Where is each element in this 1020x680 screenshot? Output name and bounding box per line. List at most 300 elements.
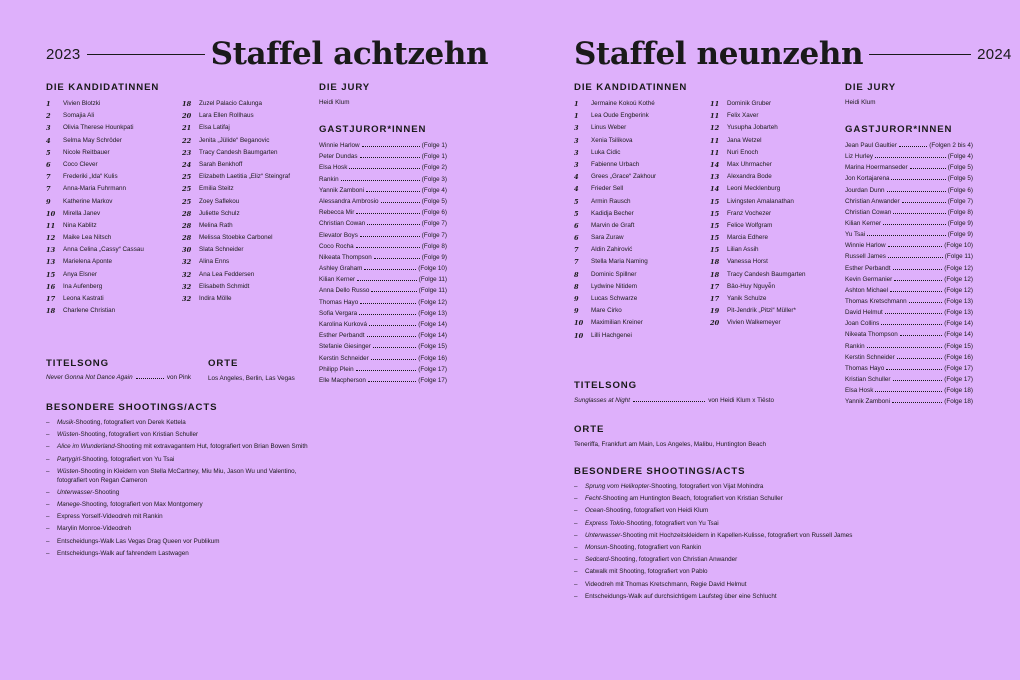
dash-bullet: – <box>46 488 50 496</box>
header-rule <box>87 54 205 55</box>
gastjuror-name: Esther Perbandt <box>319 332 365 340</box>
shooting-emphasis: Wüsten <box>57 467 79 475</box>
folge-label: (Folge 13) <box>418 309 447 317</box>
kandidatin-name: Luka Cidic <box>591 148 621 156</box>
dash-bullet: – <box>46 431 50 439</box>
leader-dots <box>910 167 946 169</box>
leader-dots <box>371 358 417 360</box>
shooting-text <box>585 593 777 602</box>
dash-bullet: – <box>46 455 50 463</box>
platzierung-number: 17 <box>710 295 720 303</box>
gastjuror-name: Elsa Hosk <box>319 164 348 172</box>
folge-label: (Folge 9) <box>947 231 973 239</box>
platzierung-number: 4 <box>574 173 579 182</box>
kandidatin-name: Jermaine Kokoú Kothé <box>591 100 655 107</box>
shooting-item <box>46 431 316 440</box>
gastjuror-item <box>845 341 973 352</box>
kandidatin-name: Vivien Blotzki <box>63 100 101 107</box>
shootings-heading: BESONDERE SHOOTINGS/ACTS <box>46 402 218 413</box>
kandidatin-item <box>710 317 845 329</box>
leader-dots <box>357 279 417 281</box>
shooting-item <box>46 501 316 510</box>
shooting-description: Videodreh mit Thomas Kretschmann, Regie David Helmut <box>585 580 747 588</box>
leader-dots <box>371 290 416 292</box>
titelsong-artist: von Heidi Klum x Tiësto <box>708 397 774 404</box>
leader-dots <box>883 223 946 225</box>
folge-label: (Folge 14) <box>944 331 973 339</box>
gastjuror-item <box>845 185 973 196</box>
platzierung-number: 13 <box>710 173 720 182</box>
titelsong-heading: TITELSONG <box>46 358 109 369</box>
gastjuror-name: Russell James <box>845 253 886 261</box>
kandidatin-item <box>710 147 845 159</box>
gastjuror-name: Kerstin Schneider <box>319 354 369 362</box>
kandidatin-name: Felix Xaver <box>727 112 759 120</box>
shooting-item <box>46 513 316 522</box>
platzierung-number: 6 <box>574 221 579 230</box>
titelsong-artist: von Pink <box>166 374 191 381</box>
platzierung-number: 15 <box>710 246 720 255</box>
kandidatin-name: Marielena Aponte <box>63 258 113 266</box>
leader-dots <box>867 346 943 348</box>
gast-list <box>845 140 973 407</box>
gastjuror-item <box>845 396 973 407</box>
dash-bullet: – <box>46 467 50 475</box>
kandidatin-item <box>182 269 317 281</box>
shooting-text <box>57 419 186 428</box>
right-page-season-19 <box>510 0 1020 680</box>
kandidatin-name: Lucas Schwarze <box>591 295 638 302</box>
platzierung-number: 17 <box>46 295 56 303</box>
platzierung-number: 24 <box>182 160 192 169</box>
leader-dots <box>890 290 942 292</box>
kandidatin-name: Lea Oude Engberink <box>591 112 649 120</box>
folge-label: (Folge 16) <box>418 354 447 362</box>
kandidatin-item <box>182 220 317 232</box>
folge-label: (Folge 15) <box>944 342 973 350</box>
kandidatin-name: Katherine Markov <box>63 197 113 205</box>
kandidatin-name: Zoey Saflekou <box>199 197 240 205</box>
folge-label: (Folgen 2 bis 4) <box>929 142 973 149</box>
platzierung-number: 25 <box>182 185 192 194</box>
platzierung-number: 11 <box>46 221 56 230</box>
folge-label: (Folge 10) <box>944 242 973 250</box>
gastjuror-name: Kevin Germanier <box>845 275 893 283</box>
kandidatin-name: Frieder Sell <box>591 185 624 193</box>
orte-heading: ORTE <box>574 424 605 435</box>
gastjuror-name: David Helmut <box>845 309 883 317</box>
shooting-text <box>585 532 852 541</box>
folge-label: (Folge 11) <box>944 253 973 261</box>
gastjuror-name: Karolina Kurková <box>319 321 367 328</box>
gastjuror-name: Jourdan Dunn <box>845 186 885 194</box>
shooting-text <box>57 538 220 547</box>
kandidatin-name: Tracy Candesh Baumgarten <box>199 148 278 156</box>
shooting-description: Catwalk mit Shooting, fotografiert von Pablo <box>585 568 708 576</box>
platzierung-number: 14 <box>710 160 720 169</box>
gastjuror-name: Yannik Zamboni <box>845 398 891 406</box>
kandidaten-heading: DIE KANDIDATINNEN <box>46 82 160 93</box>
kandidatin-item <box>574 122 709 134</box>
kandidatin-name: Selma May Schröder <box>63 136 122 144</box>
platzierung-number: 18 <box>46 307 56 316</box>
season-19-year: 2024 <box>977 45 1012 63</box>
dash-bullet: – <box>574 556 578 564</box>
kandidatin-item <box>182 244 317 256</box>
platzierung-number: 32 <box>182 270 192 279</box>
leader-dots <box>366 190 420 192</box>
titelsong-song: Never Gonna Not Dance Again <box>46 374 133 381</box>
platzierung-number: 10 <box>46 209 56 218</box>
kandidatin-item <box>46 171 181 183</box>
season-19-header <box>574 34 1012 74</box>
kandidatin-item <box>182 281 317 293</box>
platzierung-number: 3 <box>574 136 579 145</box>
jury-value: Heidi Klum <box>319 99 350 106</box>
shooting-description: -Shooting in Kleidern von Stella McCartney, Miu Miu, Jason Wu und Valentino, fotografiert von Regan Cameron <box>57 467 297 484</box>
shooting-emphasis: Musik <box>57 419 74 426</box>
kandidatin-name: Vivien Walkemeyer <box>727 319 781 327</box>
gastjuror-item <box>319 185 447 196</box>
header-rule <box>869 54 971 55</box>
shooting-description: -Shooting <box>92 488 120 496</box>
kandidatin-name: Jana Wetzel <box>727 136 762 144</box>
platzierung-number: 14 <box>710 185 720 194</box>
leader-dots <box>899 145 927 147</box>
kandidatin-item <box>46 122 181 134</box>
gastjuror-item <box>845 385 973 396</box>
gastjuror-item <box>319 285 447 296</box>
platzierung-number: 30 <box>182 246 192 255</box>
shooting-text <box>57 431 198 440</box>
gastjuror-item <box>845 207 973 218</box>
shooting-item <box>46 525 316 534</box>
gastjuror-name: Thomas Hayo <box>319 298 359 306</box>
gastjuror-item <box>319 341 447 352</box>
folge-label: (Folge 7) <box>421 220 447 228</box>
platzierung-number: 7 <box>574 258 579 267</box>
shooting-text <box>57 468 316 485</box>
platzierung-number: 11 <box>710 100 720 108</box>
gastjuror-item <box>319 319 447 330</box>
leader-dots <box>356 369 417 371</box>
kandidaten-list-col2 <box>182 98 317 305</box>
kandidatin-item <box>710 122 845 134</box>
gastjuror-name: Elsa Hosk <box>845 387 874 395</box>
gastjuror-name: Christian Anwander <box>845 197 900 205</box>
kandidatin-name: Linus Weber <box>591 124 627 132</box>
leader-dots <box>359 313 416 315</box>
gastjuror-name: Elevator Boys <box>319 231 358 239</box>
folge-label: (Folge 5) <box>947 164 973 172</box>
platzierung-number: 2 <box>46 112 51 121</box>
kandidatin-item <box>574 317 709 329</box>
shooting-text <box>585 568 708 577</box>
kandidatin-item <box>46 196 181 208</box>
platzierung-number: 3 <box>46 124 51 133</box>
kandidatin-name: Stella Maria Naming <box>591 258 648 266</box>
kandidatin-name: Olivia Therese Hounkpati <box>63 124 134 132</box>
platzierung-number: 7 <box>574 246 579 255</box>
folge-label: (Folge 9) <box>947 219 973 227</box>
dash-bullet: – <box>46 443 50 451</box>
kandidatin-name: Max Uhrmacher <box>727 160 772 168</box>
gastjuror-name: Rebecca Mir <box>319 209 355 217</box>
gast-list <box>319 140 447 386</box>
dash-bullet: – <box>46 419 50 426</box>
shooting-item <box>574 544 974 553</box>
kandidatin-item <box>574 196 709 208</box>
folge-label: (Folge 17) <box>944 375 973 383</box>
kandidatin-item <box>710 244 845 256</box>
shooting-description: Express Yorself-Videodreh mit Rankin <box>57 513 163 521</box>
kandidatin-name: Elsa Latifaj <box>199 124 230 132</box>
dash-bullet: – <box>574 483 578 490</box>
leader-dots <box>885 312 943 314</box>
kandidatin-name: Sara Zuraw <box>591 234 624 242</box>
orte-heading: ORTE <box>208 358 239 369</box>
shooting-text <box>57 489 119 498</box>
leader-dots <box>886 368 942 370</box>
gastjuror-name: Thomas Hayo <box>845 364 885 372</box>
kandidatin-name: Elisabeth Schmidt <box>199 282 250 290</box>
kandidatin-name: Dominic Spillner <box>591 270 637 278</box>
platzierung-number: 16 <box>46 282 56 291</box>
folge-label: (Folge 1) <box>421 153 447 161</box>
gastjuror-name: Yu Tsai <box>845 231 866 239</box>
jury-heading: DIE JURY <box>319 82 371 93</box>
leader-dots <box>875 156 946 158</box>
shooting-emphasis: Ocean <box>585 507 604 515</box>
folge-label: (Folge 14) <box>418 321 447 328</box>
leader-dots <box>360 235 420 237</box>
gastjuror-name: Thomas Kretschmann <box>845 297 907 305</box>
gastjuror-item <box>319 207 447 218</box>
leader-dots <box>633 401 705 402</box>
shooting-emphasis: Unterwasser <box>57 488 93 496</box>
platzierung-number: 9 <box>46 197 51 206</box>
shooting-description: -Shooting, fotografiert von Vijat Mohindra <box>649 483 764 490</box>
folge-label: (Folge 12) <box>944 286 973 294</box>
kandidatin-item <box>182 135 317 147</box>
leader-dots <box>897 357 943 359</box>
kandidatin-name: Lilli Hachgenei <box>591 331 632 339</box>
gastjuror-item <box>845 307 973 318</box>
shootings-list <box>574 483 974 605</box>
kandidatin-item <box>182 208 317 220</box>
kandidatin-item <box>182 159 317 171</box>
folge-label: (Folge 11) <box>418 276 447 284</box>
kandidatin-item <box>710 135 845 147</box>
kandidatin-item <box>46 281 181 293</box>
folge-label: (Folge 2) <box>421 164 447 172</box>
leader-dots <box>136 378 164 379</box>
kandidatin-item <box>710 232 845 244</box>
gastjuror-item <box>845 162 973 173</box>
dash-bullet: – <box>574 495 578 503</box>
kandidatin-item <box>710 159 845 171</box>
kandidatin-name: Anna-Maria Fuhrmann <box>63 185 126 193</box>
gastjuror-name: Alessandra Ambrosio <box>319 197 379 205</box>
kandidatin-item <box>710 269 845 281</box>
leader-dots <box>364 268 416 270</box>
gastjuror-item <box>845 318 973 329</box>
platzierung-number: 10 <box>574 331 584 340</box>
kandidatin-name: Tracy Candesh Baumgarten <box>727 270 806 278</box>
kandidatin-name: Anya Elsner <box>63 270 97 278</box>
platzierung-number: 3 <box>574 124 579 133</box>
kandidatin-item <box>46 147 181 159</box>
leader-dots <box>341 179 420 181</box>
titelsong-row <box>574 397 774 404</box>
platzierung-number: 15 <box>710 234 720 243</box>
shooting-text <box>57 443 308 452</box>
shooting-emphasis: Monsun <box>585 544 608 552</box>
kandidatin-item <box>46 159 181 171</box>
shooting-item <box>574 507 974 516</box>
platzierung-number: 11 <box>710 112 720 121</box>
gast-heading: GASTJUROR*INNEN <box>845 124 953 135</box>
leader-dots <box>892 401 942 403</box>
leader-dots <box>369 324 416 326</box>
folge-label: (Folge 1) <box>421 142 447 149</box>
dash-bullet: – <box>46 513 50 521</box>
kandidatin-name: Leona Kastrati <box>63 295 104 302</box>
folge-label: (Folge 5) <box>421 197 447 205</box>
kandidatin-item <box>710 171 845 183</box>
kandidatin-item <box>46 244 181 256</box>
platzierung-number: 7 <box>46 173 51 182</box>
kandidatin-name: Ina Aufenberg <box>63 282 103 290</box>
kandidatin-item <box>46 98 181 110</box>
kandidatin-item <box>574 244 709 256</box>
folge-label: (Folge 18) <box>944 398 973 406</box>
shooting-description: Marylin Monroe-Videodreh <box>57 525 132 533</box>
platzierung-number: 32 <box>182 295 192 303</box>
gastjuror-item <box>319 140 447 151</box>
gastjuror-name: Jon Kortajarena <box>845 175 890 183</box>
kandidatin-item <box>182 183 317 195</box>
folge-label: (Folge 6) <box>421 209 447 217</box>
kandidatin-item <box>710 281 845 293</box>
shooting-description: Entscheidungs-Walk auf durchsichtigem Laufsteg über eine Schlucht <box>585 592 777 600</box>
gastjuror-name: Rankin <box>319 175 339 183</box>
kandidatin-item <box>182 256 317 268</box>
kandidatin-item <box>574 110 709 122</box>
gastjuror-item <box>845 363 973 374</box>
kandidatin-name: Alexandra Bode <box>727 173 772 181</box>
kandidatin-item <box>182 98 317 110</box>
kandidatin-name: Aldin Zahirović <box>591 246 633 254</box>
dash-bullet: – <box>46 500 50 508</box>
gastjuror-item <box>319 297 447 308</box>
platzierung-number: 32 <box>182 282 192 291</box>
kandidatin-item <box>574 135 709 147</box>
dash-bullet: – <box>574 507 578 515</box>
platzierung-number: 28 <box>182 234 192 243</box>
kandidatin-name: Yanik Schulze <box>727 295 767 302</box>
folge-label: (Folge 8) <box>947 208 973 216</box>
dash-bullet: – <box>574 531 578 539</box>
kandidatin-name: Bảo-Huy Nguyễn <box>727 282 775 290</box>
folge-label: (Folge 17) <box>418 365 447 373</box>
gastjuror-item <box>845 329 973 340</box>
platzierung-number: 18 <box>710 258 720 267</box>
shooting-description: -Shooting, fotografiert von Yu Tsai <box>80 455 175 463</box>
platzierung-number: 20 <box>710 319 720 328</box>
leader-dots <box>888 256 943 258</box>
kandidatin-name: Xenia Tsilikova <box>591 136 633 144</box>
leader-dots <box>381 201 420 203</box>
gastjuror-item <box>845 263 973 274</box>
platzierung-number: 4 <box>46 136 51 145</box>
platzierung-number: 15 <box>710 221 720 230</box>
dash-bullet: – <box>574 568 578 576</box>
gastjuror-name: Stefanie Giesinger <box>319 343 371 351</box>
gastjuror-item <box>319 330 447 341</box>
kandidatin-name: Marcia Edhere <box>727 234 768 242</box>
shooting-item <box>46 443 316 452</box>
shooting-item <box>574 532 974 541</box>
kandidatin-name: Melina Rath <box>199 221 233 229</box>
kandidatin-name: Anna Celina „Cassy“ Cassau <box>63 246 144 254</box>
shooting-emphasis: Express Tokio <box>585 519 625 527</box>
jury-value: Heidi Klum <box>845 99 876 106</box>
kandidatin-item <box>182 147 317 159</box>
kandidatin-name: Alina Enns <box>199 258 230 266</box>
leader-dots <box>887 190 946 192</box>
kandidatin-name: Nuri Enoch <box>727 148 759 156</box>
platzierung-number: 5 <box>574 197 579 206</box>
shooting-description: -Shooting, fotografiert von Yu Tsai <box>624 519 719 527</box>
gast-heading: GASTJUROR*INNEN <box>319 124 427 135</box>
leader-dots <box>360 302 416 304</box>
kandidatin-name: Slata Schneider <box>199 246 244 254</box>
platzierung-number: 25 <box>182 197 192 206</box>
gastjuror-name: Peter Dundas <box>319 153 358 161</box>
shooting-item <box>46 489 316 498</box>
kandidatin-name: Lara Ellen Rollhaus <box>199 112 254 120</box>
platzierung-number: 1 <box>46 100 51 108</box>
kandidatin-name: Yusupha Jobarteh <box>727 124 778 132</box>
gastjuror-name: Philipp Plein <box>319 365 354 373</box>
platzierung-number: 7 <box>46 185 51 194</box>
kandidatin-item <box>710 208 845 220</box>
folge-label: (Folge 15) <box>418 343 447 351</box>
kandidatin-item <box>46 110 181 122</box>
kandidatin-item <box>574 159 709 171</box>
kandidatin-item <box>46 293 181 305</box>
platzierung-number: 15 <box>710 197 720 206</box>
platzierung-number: 25 <box>182 173 192 182</box>
kandidaten-list-col1 <box>574 98 709 342</box>
kandidatin-name: Vanessa Horst <box>727 258 768 266</box>
platzierung-number: 1 <box>574 100 579 108</box>
shooting-item <box>46 550 316 559</box>
leader-dots <box>909 301 943 303</box>
kandidatin-item <box>710 110 845 122</box>
folge-label: (Folge 14) <box>944 320 973 328</box>
platzierung-number: 19 <box>710 307 720 316</box>
kandidatin-name: Marvin de Graft <box>591 221 635 229</box>
shooting-emphasis: Sprung vom Helikopter <box>585 483 650 490</box>
shooting-description: -Shooting am Huntington Beach, fotografiert von Kristian Schuller <box>600 495 783 503</box>
platzierung-number: 8 <box>574 270 579 279</box>
platzierung-number: 17 <box>710 282 720 291</box>
platzierung-number: 5 <box>574 209 579 218</box>
gastjuror-name: Liz Hurley <box>845 153 873 161</box>
kandidatin-item <box>574 256 709 268</box>
